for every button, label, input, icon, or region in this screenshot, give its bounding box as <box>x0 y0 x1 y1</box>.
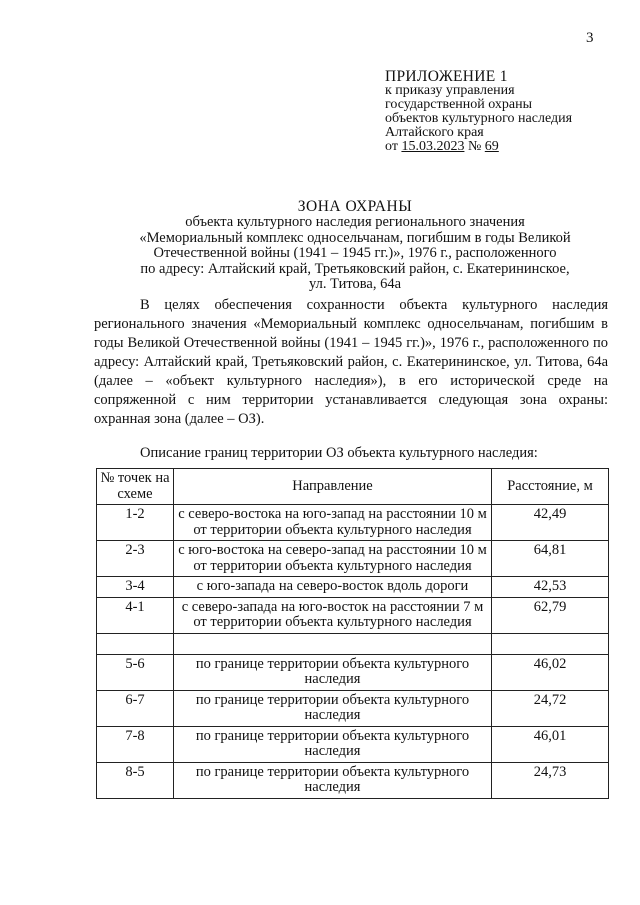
table-row <box>97 654 609 690</box>
date-prefix: от <box>385 139 398 154</box>
cell-direction: по границе территории объекта культурного наследия <box>174 726 492 762</box>
order-number: 69 <box>484 139 499 154</box>
cell-points: 4-1 <box>97 597 174 633</box>
table-row <box>97 505 609 541</box>
cell-distance: 64,81 <box>492 541 609 577</box>
table-row <box>97 690 609 726</box>
heading-zone: ЗОНА ОХРАНЫ <box>297 198 413 215</box>
cell-distance: 42,53 <box>492 577 609 598</box>
cell-points: 2-3 <box>97 541 174 577</box>
cell-distance: 46,01 <box>492 726 609 762</box>
table-row <box>97 597 609 633</box>
cell-distance: 42,49 <box>492 505 609 541</box>
table-row <box>97 762 609 798</box>
cell-points: 6-7 <box>97 690 174 726</box>
cell-direction: по границе территории объекта культурного наследия <box>174 690 492 726</box>
paragraph-text: В целях обеспечения сохранности объекта культурного наследия регионального значения «Мемориальный комплекс односельчанам, погибшим в годы Великой Отечественной войны (1941 – 1945 гг.)», 1976 г., расположенного по адресу: Алтайский край, Третьяковский район, с. Екатерининское, ул. Титова, 64а (далее – «объект культурного наследия»), в его исторической среде на сопряженной с ним территории устанавливается следующая зона охраны: охранная зона (далее – ОЗ). <box>94 297 608 427</box>
cell-direction <box>174 633 492 654</box>
boundary-table <box>96 468 609 799</box>
cell-points: 8-5 <box>97 762 174 798</box>
table-row <box>97 726 609 762</box>
cell-distance: 24,72 <box>492 690 609 726</box>
header-points: № точек на схеме <box>97 469 174 505</box>
table-caption: Описание границ территории ОЗ объекта культурного наследия: <box>140 445 538 461</box>
cell-points <box>97 633 174 654</box>
appendix-title: ПРИЛОЖЕНИЕ 1 <box>385 68 508 85</box>
page-number: 3 <box>586 30 594 46</box>
header-distance: Расстояние, м <box>492 469 609 505</box>
cell-points: 1-2 <box>97 505 174 541</box>
cell-direction: с юго-востока на северо-запад на расстоянии 10 м от территории объекта культурного наследия <box>174 541 492 577</box>
header-direction: Направление <box>174 469 492 505</box>
heading-line: по адресу: Алтайский край, Третьяковский район, с. Екатерининское, <box>140 260 570 277</box>
appendix-block <box>385 70 625 154</box>
table-row-empty <box>97 633 609 654</box>
cell-direction: с юго-запада на северо-восток вдоль дороги <box>174 577 492 598</box>
cell-direction: с северо-востока на юго-запад на расстоянии 10 м от территории объекта культурного наследия <box>174 505 492 541</box>
appendix-date-line <box>385 140 625 154</box>
heading-line: Отечественной войны (1941 – 1945 гг.)», 1976 г., расположенного <box>153 245 557 261</box>
appendix-line: Алтайского края <box>385 125 484 140</box>
heading-line: «Мемориальный комплекс односельчанам, погибшим в годы Великой <box>139 229 571 246</box>
appendix-line: государственной охраны <box>385 97 533 112</box>
cell-points: 7-8 <box>97 726 174 762</box>
cell-direction: по границе территории объекта культурного наследия <box>174 654 492 690</box>
cell-points: 3-4 <box>97 577 174 598</box>
table-row <box>97 541 609 577</box>
cell-distance: 24,73 <box>492 762 609 798</box>
heading-line: объекта культурного наследия регионального значения <box>185 214 525 230</box>
cell-direction: по границе территории объекта культурного наследия <box>174 762 492 798</box>
appendix-line: объектов культурного наследия <box>385 111 573 126</box>
cell-distance <box>492 633 609 654</box>
body-paragraph <box>94 296 608 429</box>
cell-direction: с северо-запада на юго-восток на расстоянии 7 м от территории объекта культурного наследия <box>174 597 492 633</box>
document-heading <box>120 198 590 293</box>
cell-distance: 62,79 <box>492 597 609 633</box>
cell-points: 5-6 <box>97 654 174 690</box>
heading-line: ул. Титова, 64а <box>308 276 402 292</box>
number-sign: № <box>467 139 482 154</box>
table-header-row <box>97 469 609 505</box>
table-row <box>97 577 609 598</box>
appendix-line: к приказу управления <box>385 83 515 98</box>
order-date: 15.03.2023 <box>401 139 465 154</box>
cell-distance: 46,02 <box>492 654 609 690</box>
